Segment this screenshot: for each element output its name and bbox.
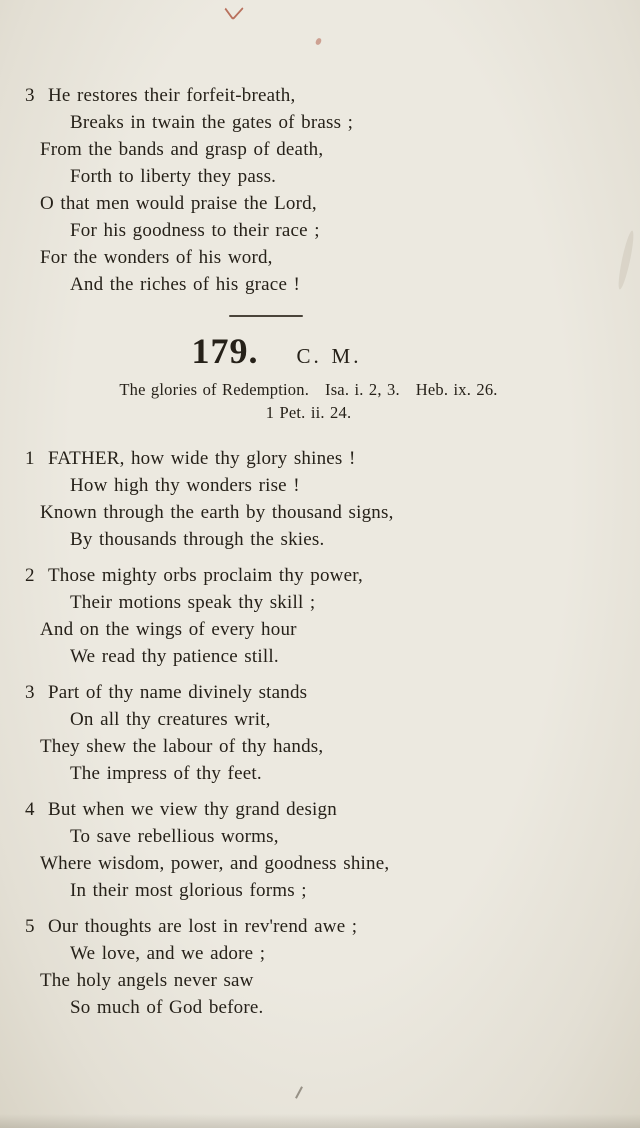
verse-line: On all thy creatures writ,: [70, 709, 271, 730]
verse-line: The holy angels never saw: [40, 970, 254, 991]
verse-line-text: But when we view thy grand design: [48, 799, 337, 820]
verse-line: And the riches of his grace !: [70, 274, 301, 295]
section-divider: [229, 315, 303, 317]
hymn-verse: [25, 796, 616, 904]
verse-line: [25, 445, 616, 472]
verse-line: [25, 796, 616, 823]
verse-number: 2: [25, 565, 35, 586]
hymn-verse: [25, 445, 616, 553]
verse-line: How high thy wonders rise !: [70, 475, 300, 496]
verse-line: Forth to liberty they pass.: [70, 166, 277, 187]
verse-number: 4: [25, 799, 35, 820]
subtitle-line-2: 1 Pet. ii. 24.: [265, 402, 352, 422]
verse-number: 5: [25, 916, 35, 937]
verse-line: O that men would praise the Lord,: [40, 193, 317, 214]
verse-line: Known through the earth by thousand signs,: [40, 502, 394, 523]
verse-number: 1: [25, 448, 35, 469]
verse-line: [25, 913, 616, 940]
pencil-mark-bottom: [295, 1086, 303, 1098]
verse-line-text: FATHER, how wide thy glory shines !: [48, 448, 356, 469]
verse-line: For the wonders of his word,: [40, 247, 273, 268]
verse-line: [25, 82, 616, 109]
subtitle-line-1: The glories of Redemption. Isa. i. 2, 3. Heb. ix. 26.: [119, 380, 498, 399]
verse-line-text: Our thoughts are lost in rev'rend awe ;: [48, 916, 358, 937]
verse-line-text: He restores their forfeit-breath,: [48, 85, 296, 106]
verse-line-text: Those mighty orbs proclaim thy power,: [48, 565, 363, 586]
verse-line: To save rebellious worms,: [70, 826, 279, 847]
hymn-subtitle: [13, 379, 604, 424]
verse-line: And on the wings of every hour: [40, 619, 297, 640]
verse-line: The impress of thy feet.: [70, 763, 262, 784]
verse-line: Where wisdom, power, and goodness shine,: [40, 853, 390, 874]
verse-line: For his goodness to their race ;: [70, 220, 320, 241]
verse-line: We read thy patience still.: [70, 646, 279, 667]
hymn-header: [0, 330, 572, 372]
verse-line-text: Part of thy name divinely stands: [48, 682, 308, 703]
verse-line: Breaks in twain the gates of brass ;: [70, 112, 354, 133]
hymn-verse: [25, 913, 616, 1021]
verse-number: 3: [25, 85, 35, 106]
verse-line: In their most glorious forms ;: [70, 880, 307, 901]
verse-line: Their motions speak thy skill ;: [70, 592, 316, 613]
hymn-verse: [25, 679, 616, 787]
verse-line: We love, and we adore ;: [70, 943, 266, 964]
hymn-verse-continuation: [25, 82, 616, 298]
verse-line: By thousands through the skies.: [70, 529, 325, 550]
verse-line: So much of God before.: [70, 997, 264, 1018]
verse-line: From the bands and grasp of death,: [40, 139, 324, 160]
hymn-verses: [25, 445, 616, 1021]
verse-line: They shew the labour of thy hands,: [40, 736, 324, 757]
verse-line: [25, 562, 616, 589]
hymn-verse: [25, 562, 616, 670]
hymn-meter: C. M.: [296, 344, 362, 368]
hymn-number: 179.: [191, 331, 259, 371]
verse-number: 3: [25, 682, 35, 703]
verse-line: [25, 679, 616, 706]
